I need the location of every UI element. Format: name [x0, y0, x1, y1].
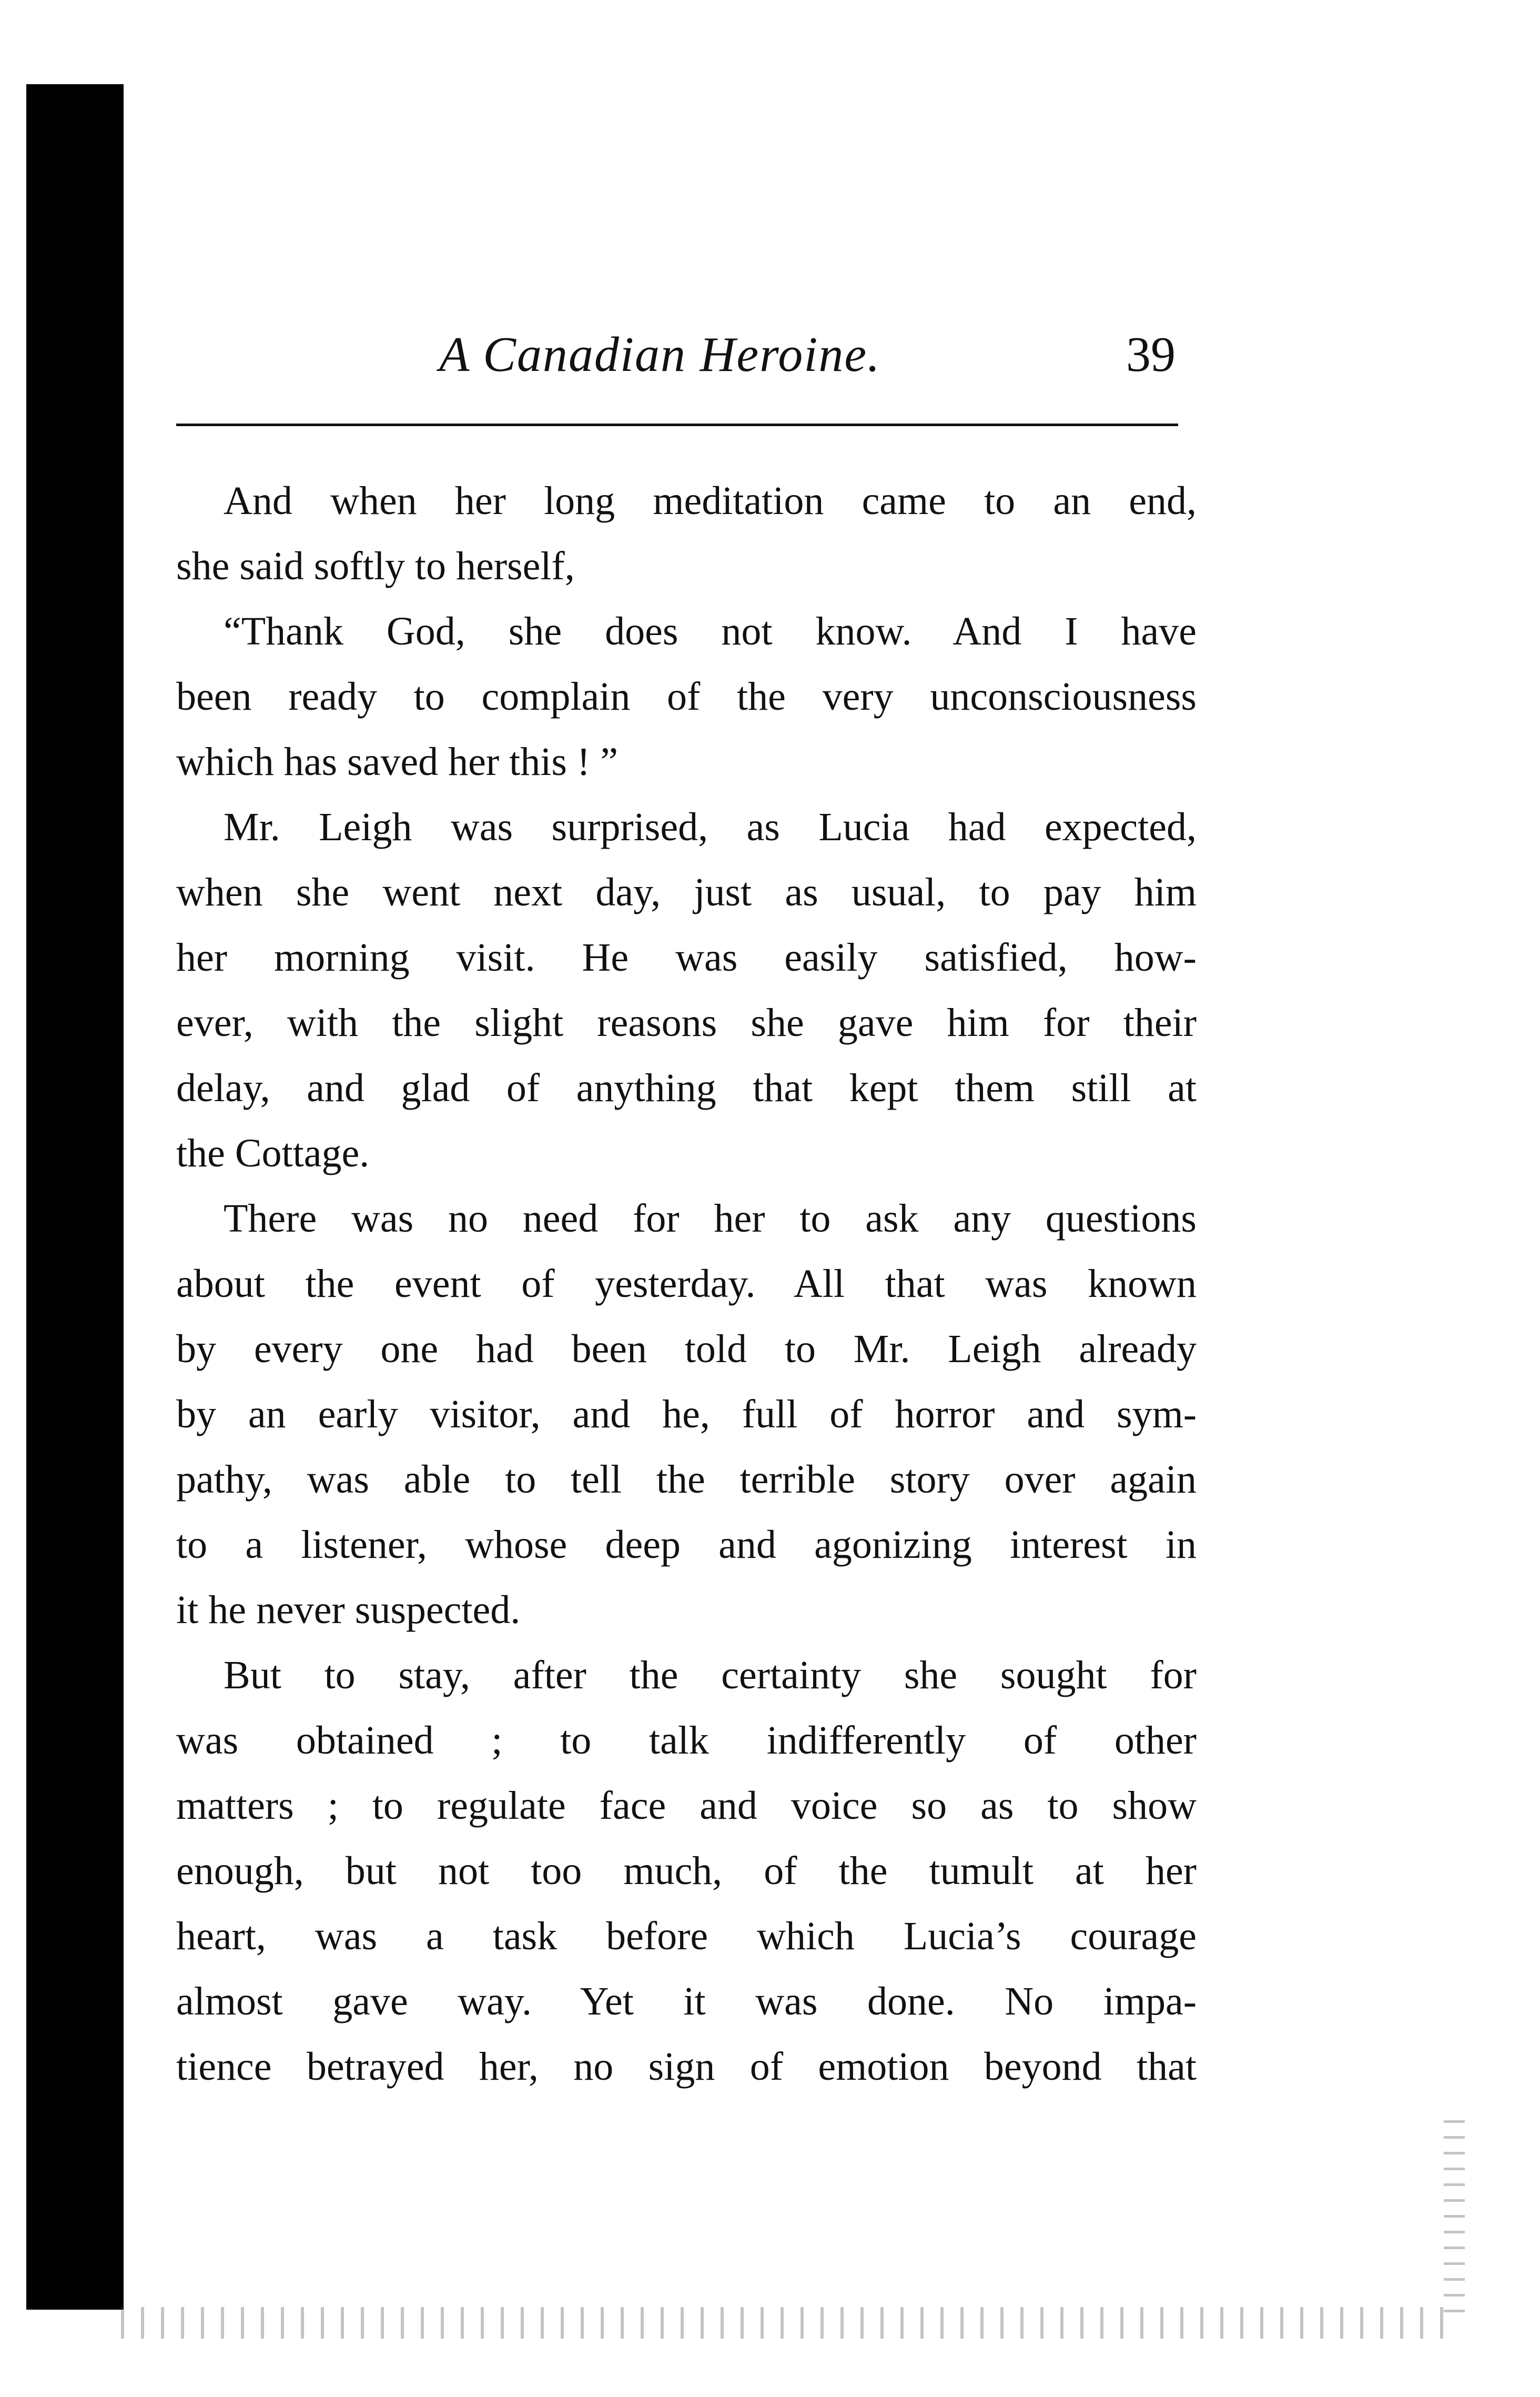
text-line: to a listener, whose deep and agonizing interest in: [176, 1523, 1197, 1567]
text-line: ever, with the slight reasons she gave him for their: [176, 1001, 1197, 1045]
page-number: 39: [1126, 327, 1176, 382]
scan-specks-right: [1444, 2120, 1465, 2320]
scan-specks-bottom: [121, 2307, 1446, 2339]
running-title: A Canadian Heroine.: [439, 327, 881, 382]
text-line: “Thank God, she does not know. And I have: [224, 609, 1197, 653]
text-line: it he never suspected.: [176, 1588, 521, 1632]
text-line: she said softly to herself,: [176, 544, 575, 588]
text-line: her morning visit. He was easily satisfied, how-: [176, 935, 1197, 980]
text-line: heart, was a task before which Lucia’s courage: [176, 1914, 1197, 1958]
text-line: almost gave way. Yet it was done. No impa-: [176, 1979, 1197, 2023]
text-line: tience betrayed her, no sign of emotion beyond that: [176, 2044, 1197, 2089]
text-line: was obtained ; to talk indifferently of other: [176, 1718, 1197, 1762]
text-line: been ready to complain of the very unconsciousness: [176, 674, 1197, 719]
running-head: [176, 326, 1223, 389]
text-line: by an early visitor, and he, full of horror and sym-: [176, 1392, 1197, 1436]
header-rule: [176, 424, 1178, 426]
text-line: But to stay, after the certainty she sought for: [224, 1653, 1197, 1697]
text-line: by every one had been told to Mr. Leigh already: [176, 1327, 1197, 1371]
text-line: There was no need for her to ask any questions: [224, 1196, 1197, 1241]
text-line: delay, and glad of anything that kept them still at: [176, 1066, 1197, 1110]
text-line: Mr. Leigh was surprised, as Lucia had expected,: [224, 805, 1197, 849]
text-line: when she went next day, just as usual, to pay him: [176, 870, 1197, 914]
book-binding-shadow: [26, 84, 124, 2310]
text-line: which has saved her this ! ”: [176, 740, 618, 784]
text-line: about the event of yesterday. All that was known: [176, 1262, 1197, 1306]
text-line: the Cottage.: [176, 1131, 370, 1175]
text-line: And when her long meditation came to an end,: [224, 479, 1197, 523]
text-line: pathy, was able to tell the terrible story over again: [176, 1457, 1197, 1502]
text-line: matters ; to regulate face and voice so as to show: [176, 1784, 1197, 1828]
body-text: [176, 468, 1223, 2099]
book-page: [176, 326, 1223, 2089]
text-line: enough, but not too much, of the tumult at her: [176, 1849, 1197, 1893]
